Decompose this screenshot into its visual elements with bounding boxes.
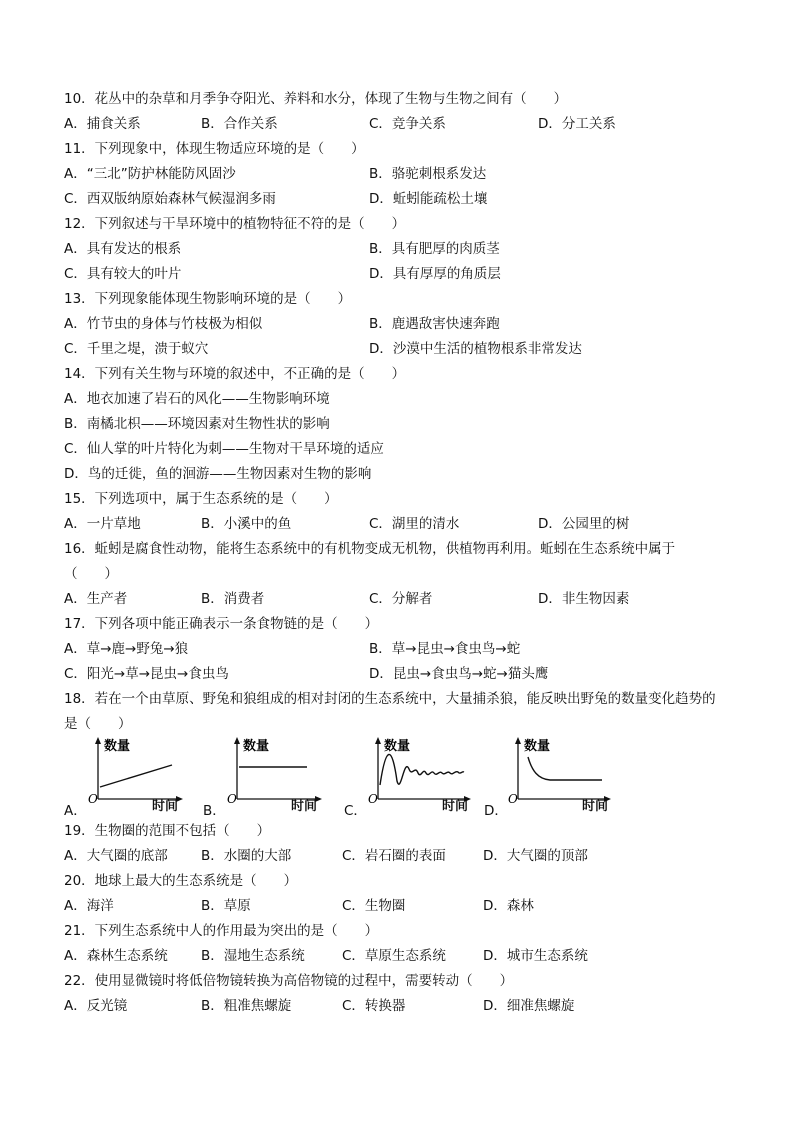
- question-14-stem: 14．下列有关生物与环境的叙述中，不正确的是（ ）: [64, 366, 406, 382]
- option-a: A．反光镜: [64, 998, 128, 1014]
- option-c: C．: [344, 803, 367, 819]
- graph-d-origin: O: [508, 792, 518, 806]
- graph-b-ylabel: 数量: [243, 739, 270, 754]
- option-d: D．: [484, 803, 508, 819]
- option-b: B．小溪中的鱼: [201, 516, 292, 532]
- option-a: A．草→鹿→野兔→狼: [64, 641, 189, 657]
- question-20-stem: 20．地球上最大的生态系统是（ ）: [64, 873, 298, 889]
- option-b: B．草→昆虫→食虫鸟→蛇: [369, 641, 521, 657]
- graph-b-xlabel: 时间: [291, 799, 318, 814]
- option-c: C．生物圈: [342, 898, 406, 914]
- option-a: A．地衣加速了岩石的风化——生物影响环境: [64, 391, 330, 407]
- option-b: B．合作关系: [201, 116, 278, 132]
- option-b: B．湿地生态系统: [201, 948, 305, 964]
- option-c: C．岩石圈的表面: [342, 848, 446, 864]
- question-10-stem: 10．花丛中的杂草和月季争夺阳光、养料和水分，体现了生物与生物之间有（ ）: [64, 91, 568, 107]
- option-c: C．具有较大的叶片: [64, 266, 182, 282]
- option-a: A．“三北”防护林能防风固沙: [64, 166, 236, 182]
- option-b: B．消费者: [201, 591, 265, 607]
- option-d: D．森林: [483, 898, 534, 914]
- option-a: A．具有发达的根系: [64, 241, 182, 257]
- graph-a-origin: O: [88, 792, 98, 806]
- option-c: C．千里之堤，溃于蚁穴: [64, 341, 209, 357]
- graph-b-origin: O: [227, 792, 237, 806]
- graph-a-xlabel: 时间: [152, 799, 179, 814]
- option-c: C．仙人掌的叶片特化为刺——生物对干旱环境的适应: [64, 441, 384, 457]
- option-b: B．具有肥厚的肉质茎: [369, 241, 500, 257]
- option-b: B．南橘北枳——环境因素对生物性状的影响: [64, 416, 330, 432]
- option-a: A．海洋: [64, 898, 114, 914]
- question-16-stem-cont: （ ）: [64, 566, 118, 582]
- option-a: A．: [64, 803, 87, 819]
- option-d: D．具有厚厚的角质层: [369, 266, 501, 282]
- option-d: D．细准焦螺旋: [483, 998, 575, 1014]
- option-b: B．: [203, 803, 226, 819]
- option-c: C．西双版纳原始森林气候湿润多雨: [64, 191, 276, 207]
- graph-d-ylabel: 数量: [524, 739, 551, 754]
- graph-a-ylabel: 数量: [104, 739, 131, 754]
- option-d: D．沙漠中生活的植物根系非常发达: [369, 341, 582, 357]
- option-b: B．水圈的大部: [201, 848, 292, 864]
- option-b: B．草原: [201, 898, 251, 914]
- graph-c-xlabel: 时间: [442, 799, 469, 814]
- question-18-stem: 18．若在一个由草原、野兔和狼组成的相对封闭的生态系统中，大量捕杀狼，能反映出野兔的数量变化趋势的: [64, 691, 716, 707]
- graph-c-origin: O: [368, 792, 378, 806]
- option-d: D．公园里的树: [538, 516, 630, 532]
- option-d: D．大气圈的顶部: [483, 848, 588, 864]
- option-c: C．湖里的清水: [369, 516, 460, 532]
- option-a: A．捕食关系: [64, 116, 141, 132]
- graph-d: [506, 735, 616, 814]
- question-16-stem: 16．蚯蚓是腐食性动物，能将生态系统中的有机物变成无机物，供植物再利用。蚯蚓在生态系统中属于: [64, 541, 676, 557]
- option-b: B．粗准焦螺旋: [201, 998, 292, 1014]
- question-15-stem: 15．下列选项中，属于生态系统的是（ ）: [64, 491, 338, 507]
- graph-a: [86, 735, 186, 814]
- question-12-stem: 12．下列叙述与干旱环境中的植物特征不符的是（ ）: [64, 216, 406, 232]
- option-a: A．森林生态系统: [64, 948, 168, 964]
- option-d: D．城市生态系统: [483, 948, 588, 964]
- option-c: C．竞争关系: [369, 116, 446, 132]
- question-13-stem: 13．下列现象能体现生物影响环境的是（ ）: [64, 291, 352, 307]
- question-19-stem: 19．生物圈的范围不包括（ ）: [64, 823, 271, 839]
- option-a: A．生产者: [64, 591, 128, 607]
- option-d: D．昆虫→食虫鸟→蛇→猫头鹰: [369, 666, 549, 682]
- option-b: B．骆驼刺根系发达: [369, 166, 487, 182]
- option-c: C．草原生态系统: [342, 948, 446, 964]
- option-c: C．阳光→草→昆虫→食虫鸟: [64, 666, 229, 682]
- question-11-stem: 11．下列现象中，体现生物适应环境的是（ ）: [64, 141, 365, 157]
- option-a: A．大气圈的底部: [64, 848, 168, 864]
- graph-b: [225, 735, 325, 814]
- option-d: D．分工关系: [538, 116, 616, 132]
- option-a: A．一片草地: [64, 516, 141, 532]
- option-b: B．鹿遇敌害快速奔跑: [369, 316, 500, 332]
- option-d: D．鸟的迁徙，鱼的洄游——生物因素对生物的影响: [64, 466, 372, 482]
- option-c: C．转换器: [342, 998, 406, 1014]
- question-18-stem-cont: 是（ ）: [64, 716, 132, 732]
- graph-c-ylabel: 数量: [384, 739, 411, 754]
- graph-c: [366, 735, 476, 814]
- question-17-stem: 17．下列各项中能正确表示一条食物链的是（ ）: [64, 616, 379, 632]
- question-21-stem: 21．下列生态系统中人的作用最为突出的是（ ）: [64, 923, 379, 939]
- option-d: D．非生物因素: [538, 591, 630, 607]
- graph-d-xlabel: 时间: [582, 799, 609, 814]
- option-a: A．竹节虫的身体与竹枝极为相似: [64, 316, 263, 332]
- option-c: C．分解者: [369, 591, 433, 607]
- question-22-stem: 22．使用显微镜时将低倍物镜转换为高倍物镜的过程中，需要转动（ ）: [64, 973, 514, 989]
- option-d: D．蚯蚓能疏松土壤: [369, 191, 488, 207]
